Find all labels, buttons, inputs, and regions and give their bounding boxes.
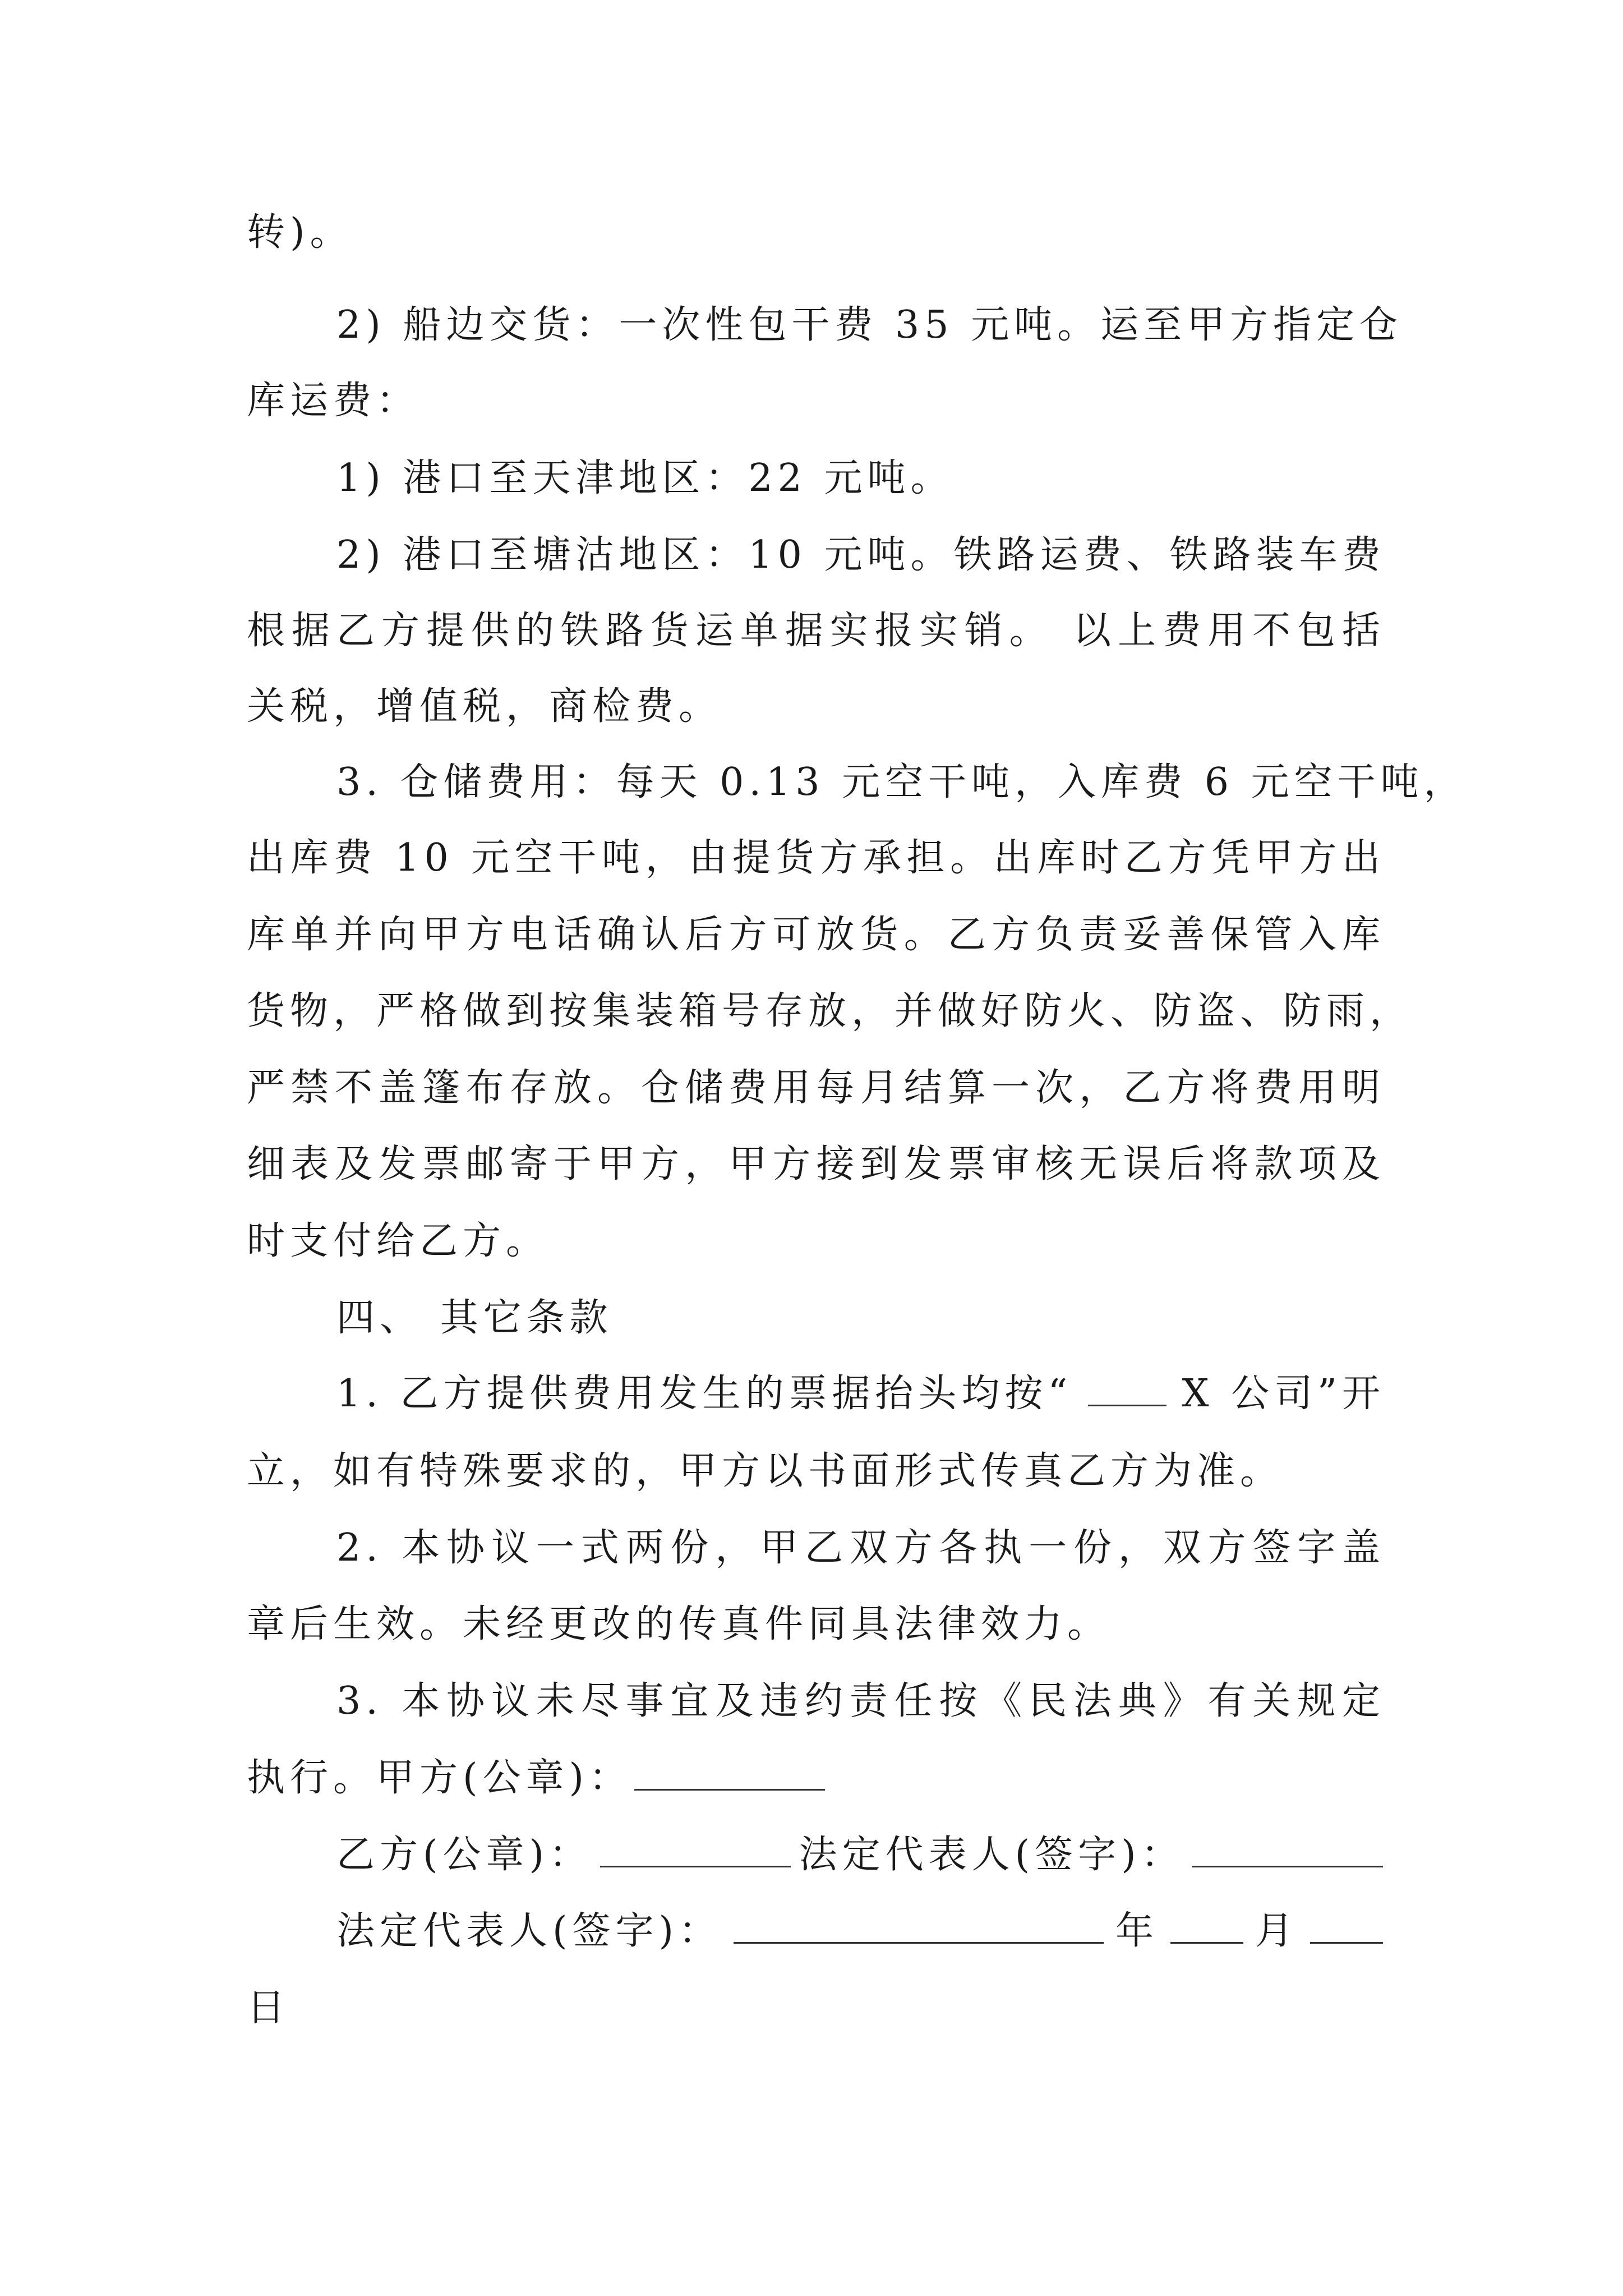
date-day-label: 日 <box>247 1986 291 2030</box>
text-line: 2) 港口至塘沽地区：10 元吨。铁路运费、铁路装车费 <box>336 533 1386 577</box>
text-line: 2. 本协议一式两份，甲乙双方各执一份，双方签字盖 <box>336 1526 1385 1570</box>
text-line: 3. 本协议未尽事宜及违约责任按《民法典》有关规定 <box>336 1679 1385 1723</box>
text-line: 3. 仓储费用：每天 0.13 元空干吨，入库费 6 元空干吨， <box>336 760 1467 804</box>
signature-blank <box>634 1753 825 1791</box>
text-line: 2) 船边交货：一次性包干费 35 元吨。运至甲方指定仓 <box>336 303 1403 347</box>
fill-blank <box>1088 1369 1166 1406</box>
text-line: 关税，增值税，商检费。 <box>247 684 722 729</box>
text-segment: 1. 乙方提供费用发生的票据抬头均按“ <box>336 1372 1073 1416</box>
signature-blank <box>734 1906 1104 1944</box>
text-segment: 乙方(公章)： <box>336 1833 593 1877</box>
text-line: 出库费 10 元空干吨，由提货方承担。出库时乙方凭甲方出 <box>247 836 1385 880</box>
text-line: 章后生效。未经更改的传真件同具法律效力。 <box>247 1602 1111 1646</box>
signature-line-party-b <box>336 1816 1385 1894</box>
text-line: 立，如有特殊要求的，甲方以书面形式传真乙方为准。 <box>247 1449 1284 1493</box>
signature-line-party-a <box>247 1739 1385 1818</box>
text-line: 货物，严格做到按集装箱号存放，并做好防火、防盗、防雨， <box>247 989 1413 1033</box>
text-segment: 法定代表人(签字)： <box>336 1909 722 1953</box>
date-year-label: 年 <box>1115 1909 1159 1953</box>
text-line: 库运费： <box>247 379 420 423</box>
signature-date-line <box>336 1892 1385 1971</box>
text-segment: X 公司”开 <box>1182 1372 1385 1416</box>
date-month-label: 月 <box>1255 1909 1298 1953</box>
signature-blank <box>1192 1830 1383 1867</box>
text-line: 根据乙方提供的铁路货运单据实报实销。 以上费用不包括 <box>247 609 1385 653</box>
date-blank <box>1170 1906 1243 1944</box>
text-line <box>336 1355 1385 1433</box>
section-heading: 四、 其它条款 <box>336 1296 613 1340</box>
text-segment: 执行。甲方(公章)： <box>247 1756 633 1800</box>
text-line: 1) 港口至天津地区：22 元吨。 <box>336 456 954 500</box>
text-line: 库单并向甲方电话确认后方可放货。乙方负责妥善保管入库 <box>247 913 1385 957</box>
date-blank <box>1310 1906 1383 1944</box>
text-segment: 法定代表人(签字)： <box>799 1833 1184 1877</box>
signature-blank <box>600 1830 791 1867</box>
text-line: 细表及发票邮寄于甲方，甲方接到发票审核无误后将款项及 <box>247 1142 1385 1186</box>
text-line: 时支付给乙方。 <box>247 1219 550 1263</box>
text-line: 严禁不盖篷布存放。仓储费用每月结算一次，乙方将费用明 <box>247 1066 1385 1110</box>
text-line: 转)。 <box>247 210 353 255</box>
